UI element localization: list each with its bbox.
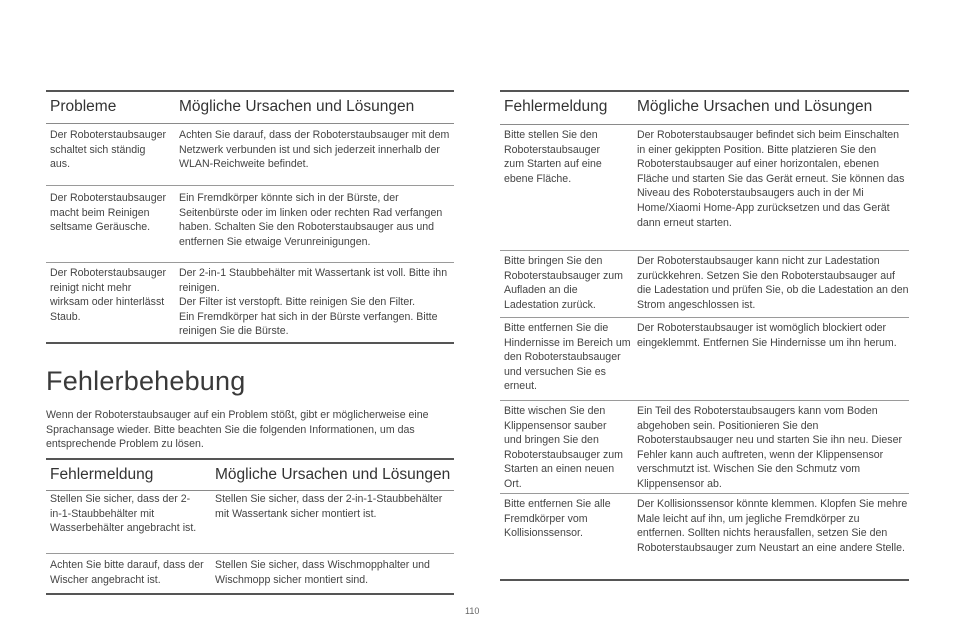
error-cell: Bitte entfernen Sie die Hindernisse im Bereich um den Roboterstaubsauger und versuchen Sie es erneut. xyxy=(504,322,631,393)
table-row xyxy=(500,318,909,401)
solution-cell: Achten Sie darauf, dass der Roboterstaubsauger mit dem Netzwerk verbunden ist und sich jederzeit innerhalb der WLAN-Reichweite befindet. xyxy=(179,129,450,171)
section-intro: Wenn der Roboterstaubsauger auf ein Problem stößt, gibt er möglicherweise eine Sprachansage wieder. Bitte beachten Sie die folgenden Informationen, um das entsprechende Problem zu lösen. xyxy=(46,409,429,451)
problem-cell: Der Roboterstaubsauger macht beim Reinigen seltsame Geräusche. xyxy=(50,192,167,234)
error-message-table xyxy=(46,458,454,595)
column-header-error: Fehlermeldung xyxy=(504,98,608,115)
page-number: 110 xyxy=(465,606,480,616)
table-row xyxy=(500,494,909,581)
solution-cell: Der Kollisionssensor könnte klemmen. Klopfen Sie mehre Male leicht auf ihn, um jegliche Fremdkörper zu entfernen. Sollten nichts herausfallen, setzen Sie den Roboterstaubsauger zum Neustart an eine andere Stelle. xyxy=(637,498,908,554)
table-row xyxy=(500,401,909,494)
table-row xyxy=(500,251,909,318)
column-header-solutions: Mögliche Ursachen und Lösungen xyxy=(179,98,415,115)
error-cell: Bitte entfernen Sie alle Fremdkörper vom Kollisionssensor. xyxy=(504,498,611,540)
error-cell: Bitte wischen Sie den Klippensensor sauber und bringen Sie den Roboterstaubsauger zum Starten an einen neuen Ort. xyxy=(504,405,623,490)
table-row xyxy=(46,491,454,554)
solution-cell: Der Roboterstaubsauger kann nicht zur Ladestation zurückkehren. Setzen Sie den Roboterstaubsauger auf die Ladestation und prüfen Sie, ob die Ladestation an den Strom angeschlossen ist. xyxy=(637,255,909,311)
column-header-error: Fehlermeldung xyxy=(50,466,154,483)
table-header xyxy=(500,90,909,125)
column-header-solutions: Mögliche Ursachen und Lösungen xyxy=(215,466,451,483)
error-cell: Bitte bringen Sie den Roboterstaubsauger zum Aufladen an die Ladestation zurück. xyxy=(504,255,623,311)
table-header xyxy=(46,90,454,124)
table-row xyxy=(46,124,454,186)
solution-cell: Der 2-in-1 Staubbehälter mit Wassertank ist voll. Bitte ihn reinigen. Der Filter ist verstopft. Bitte reinigen Sie den Filter. Ein Fremdkörper hat sich in der Bürste verfangen. Bitte reinigen Sie die Bürste. xyxy=(179,267,448,338)
table-row xyxy=(46,263,454,344)
section-title: Fehlerbehebung xyxy=(46,366,246,396)
solution-cell: Ein Fremdkörper könnte sich in der Bürste, der Seitenbürste oder im linken oder rechten Rad verfangen haben. Schalten Sie den Roboterstaubsauger aus und entfernen Sie etwaige Verunreinigungen. xyxy=(179,192,443,248)
error-cell: Stellen Sie sicher, dass der 2-in-1-Staubbehälter mit Wasserbehälter angebracht ist. xyxy=(50,493,197,535)
solution-cell: Der Roboterstaubsauger befindet sich beim Einschalten in einer gekippten Position. Bitte platzieren Sie den Roboterstaubsauger auf einer horizontalen, ebenen Fläche und starten Sie das Gerät erneut. Sie können das Niveau des Roboterstaubsaugers auch in der Mi Home/Xiaomi Home-App zurücksetzen und das Gerät dann erneut starten. xyxy=(637,129,905,229)
error-message-table xyxy=(500,90,909,581)
troubleshooting-table xyxy=(46,90,454,344)
problem-cell: Der Roboterstaubsauger reinigt nicht mehr wirksam oder hinterlässt Staub. xyxy=(50,267,167,323)
problem-cell: Der Roboterstaubsauger schaltet sich ständig aus. xyxy=(50,129,167,171)
error-cell: Achten Sie bitte darauf, dass der Wischer angebracht ist. xyxy=(50,559,204,586)
table-row xyxy=(46,554,454,595)
error-cell: Bitte stellen Sie den Roboterstaubsauger zum Starten auf eine ebene Fläche. xyxy=(504,129,602,185)
column-header-solutions: Mögliche Ursachen und Lösungen xyxy=(637,98,873,115)
solution-cell: Stellen Sie sicher, dass Wischmopphalter und Wischmopp sicher montiert sind. xyxy=(215,559,430,586)
solution-cell: Ein Teil des Roboterstaubsaugers kann vom Boden abgehoben sein. Positionieren Sie den Roboterstaubsauger neu und starten Sie ihn neu. Dieser Fehler kann auch auftreten, wenn der Klippensensor verschmutzt ist. Wischen Sie den Schmutz vom Klippensensor ab. xyxy=(637,405,903,490)
table-row xyxy=(46,186,454,263)
solution-cell: Der Roboterstaubsauger ist womöglich blockiert oder eingeklemmt. Entfernen Sie Hindernisse um ihn herum. xyxy=(637,322,897,349)
column-header-problems: Probleme xyxy=(50,98,117,115)
table-header xyxy=(46,458,454,491)
table-row xyxy=(500,125,909,251)
solution-cell: Stellen Sie sicher, dass der 2-in-1-Staubbehälter mit Wassertank sicher montiert ist. xyxy=(215,493,443,520)
